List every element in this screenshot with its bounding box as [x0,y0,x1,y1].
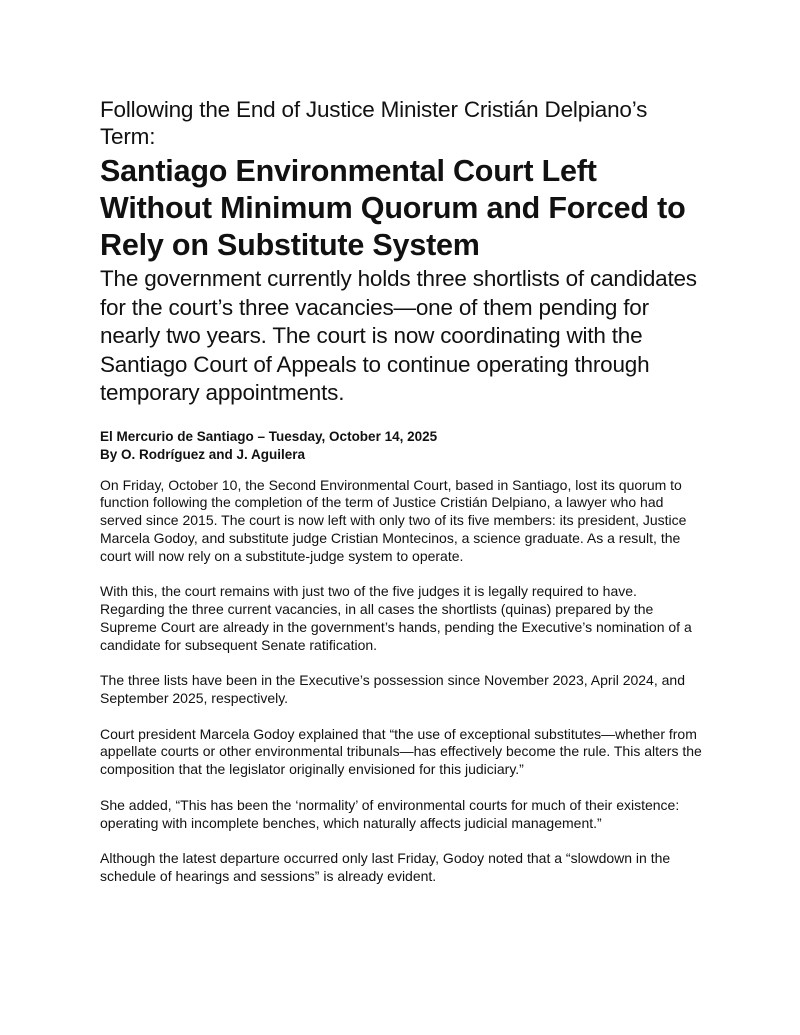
body-paragraph: On Friday, October 10, the Second Environmental Court, based in Santiago, lost its quorum to function following the completion of the term of Justice Cristián Delpiano, a lawyer who had served since 2015. The court is now left with only two of its five members: its president, Justice Marcela Godoy, and substitute judge Cristian Montecinos, a science graduate. As a result, the court will now rely on a substitute-judge system to operate. [100,476,687,564]
body-paragraph: The three lists have been in the Executive’s possession since November 2023, April 2024, and September 2025, respectively. [100,672,685,707]
author-line: By O. Rodríguez and J. Aguilera [100,446,306,462]
body-paragraph: Court president Marcela Godoy explained that “the use of exceptional substitutes—whether from appellate courts or other environmental tribunals—has effectively become the rule. This alters the composition that the legislator originally envisioned for this judiciary.” [100,725,702,778]
article [100,96,704,904]
body-paragraph: Although the latest departure occurred only last Friday, Godoy noted that a “slowdown in the schedule of hearings and sessions” is already evident. [100,850,671,885]
article-headline: Santiago Environmental Court Left Without Minimum Quorum and Forced to Rely on Substitute System [100,154,686,262]
article-body [100,477,704,886]
article-deck: The government currently holds three shortlists of candidates for the court’s three vacancies—one of them pending for nearly two years. The court is now coordinating with the Santiago Court of Appeals to continue operating through temporary appointments. [100,266,697,405]
source-date-line: El Mercurio de Santiago – Tuesday, October 14, 2025 [100,428,438,444]
body-paragraph: She added, “This has been the ‘normality’ of environmental courts for much of their existence: operating with incomplete benches, which naturally affects judicial management.” [100,796,680,831]
body-paragraph: With this, the court remains with just two of the five judges it is legally required to have. Regarding the three current vacancies, in all cases the shortlists (quinas) prepared by the Supreme Court are already in the government’s hands, pending the Executive’s nomination of a candidate for subsequent Senate ratification. [100,583,692,653]
byline [100,428,704,464]
article-kicker: Following the End of Justice Minister Cristián Delpiano’s Term: [100,97,648,149]
